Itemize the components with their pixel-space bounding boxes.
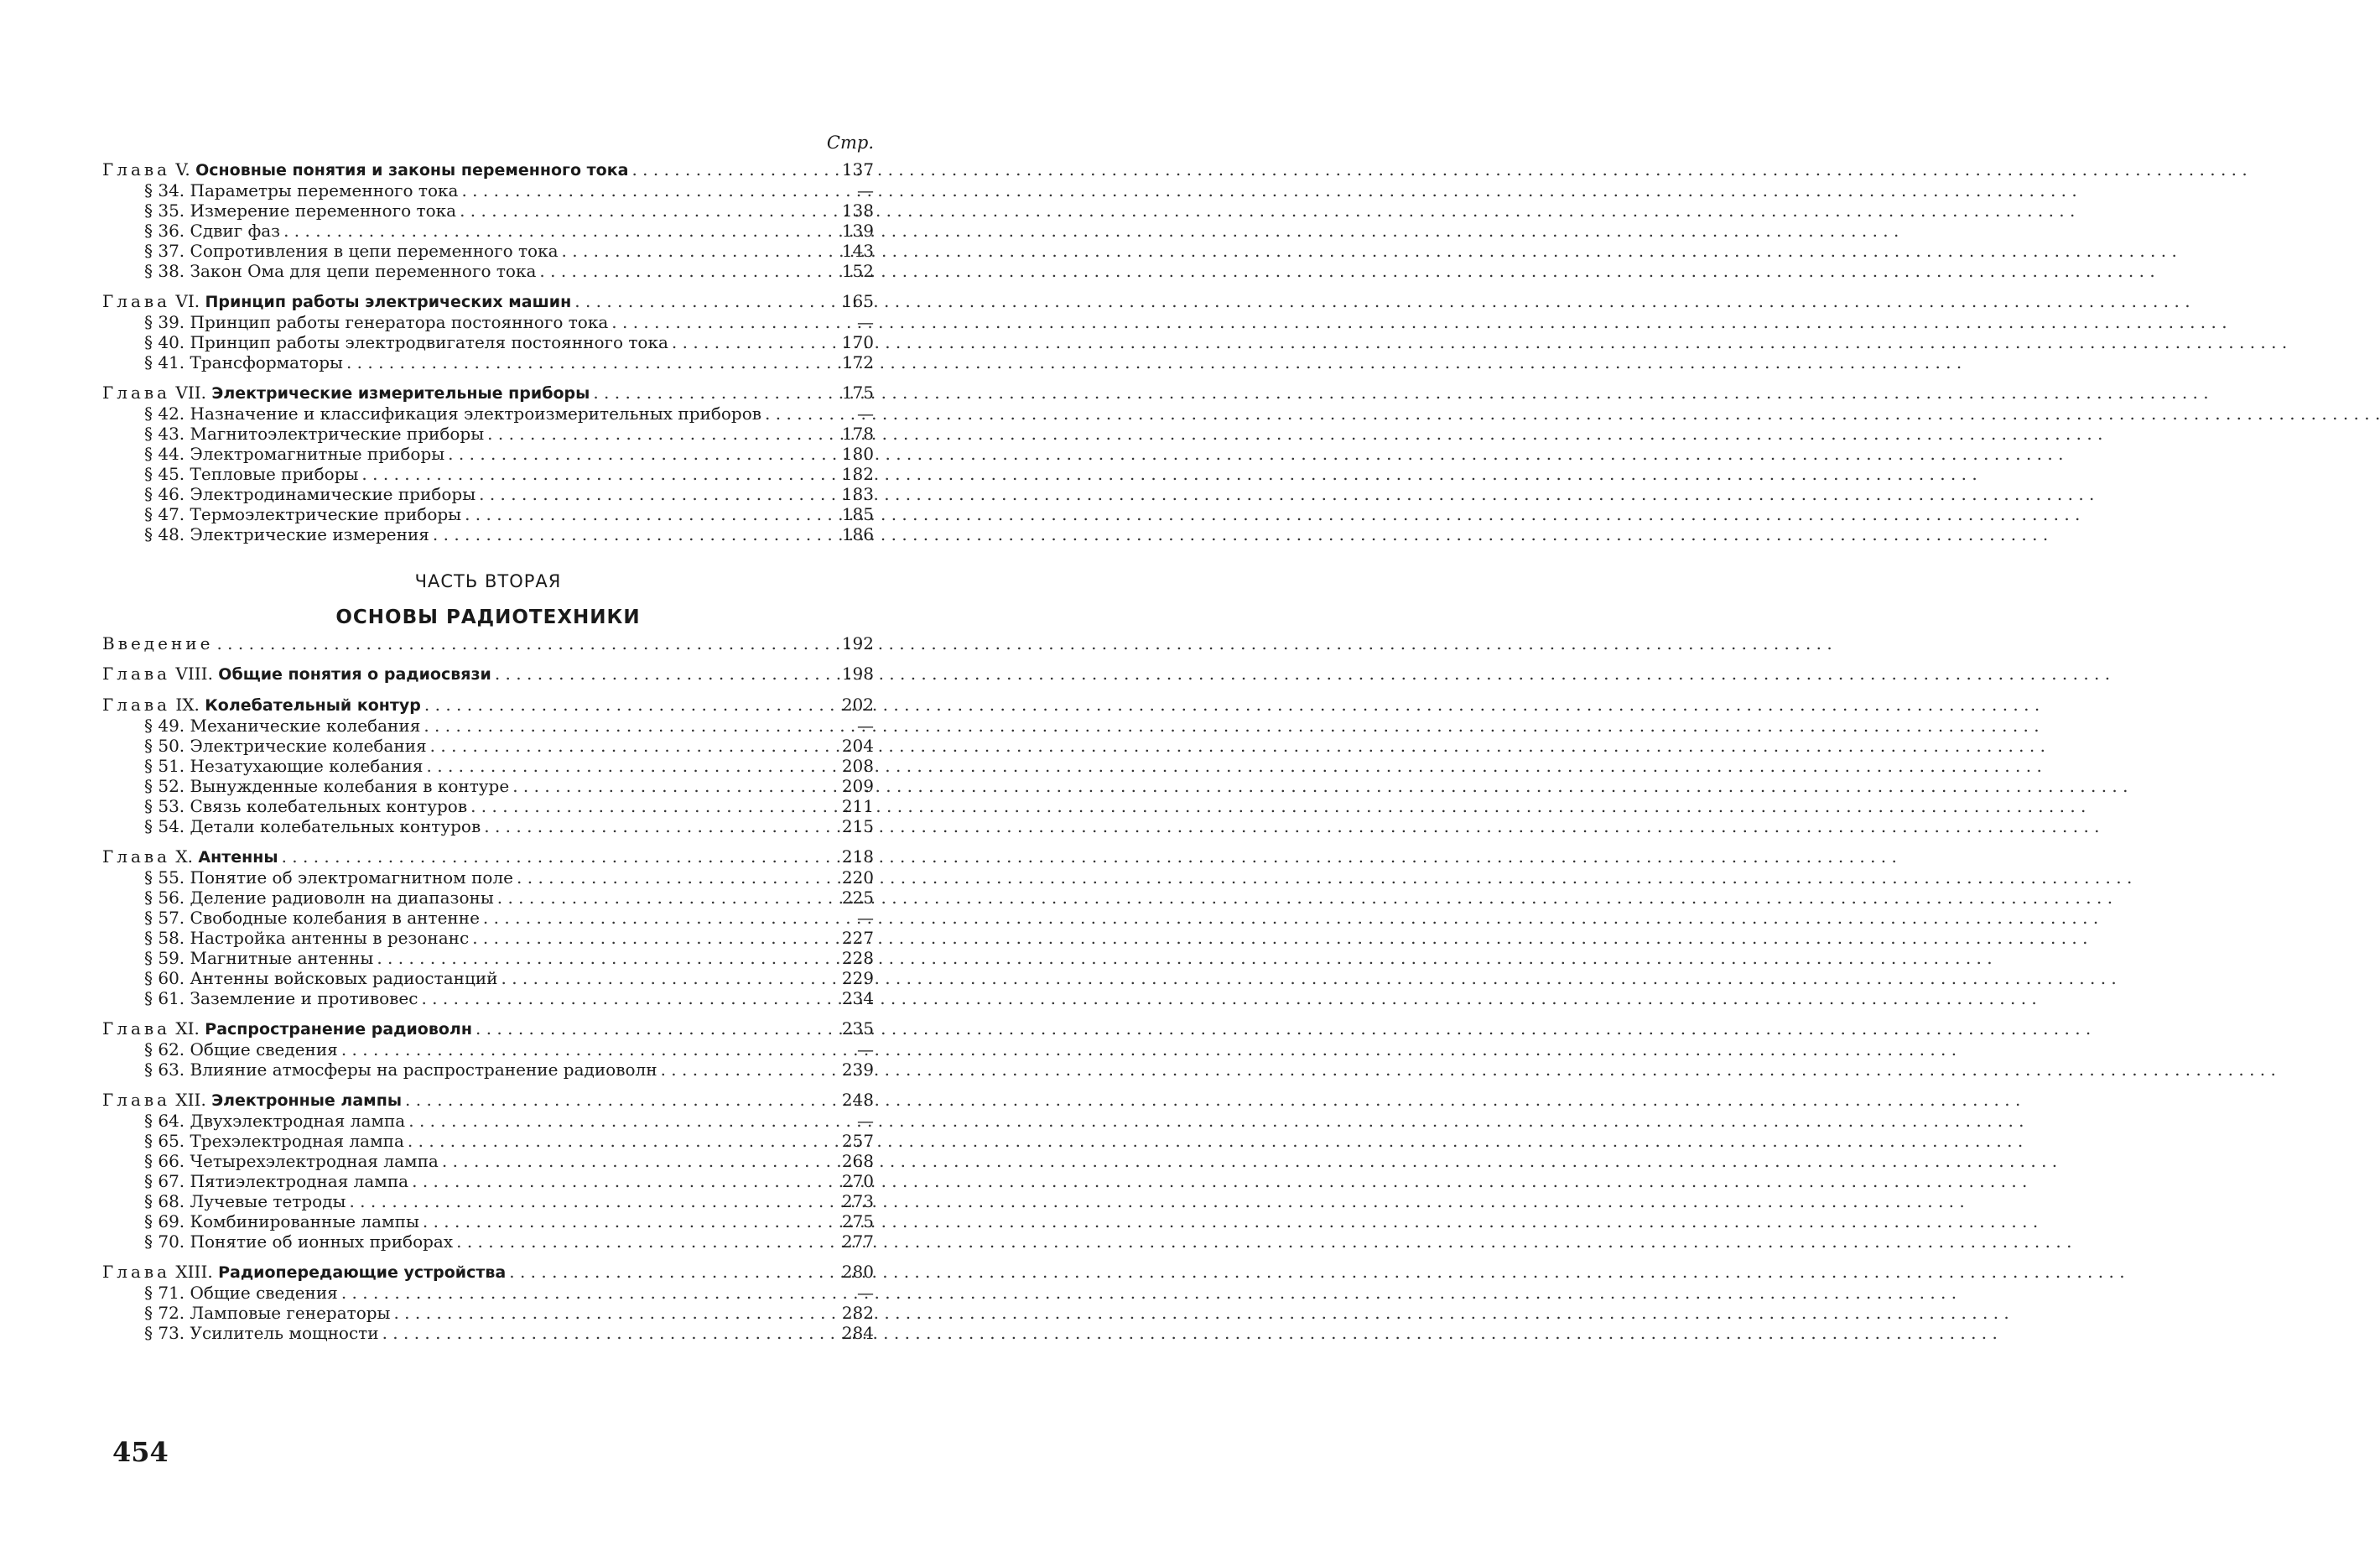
toc-page-ref: 165 [841, 291, 874, 311]
book-page [0, 0, 1006, 1541]
chapter-title: Распространение радиоволн [205, 1020, 472, 1039]
toc-entry-label [102, 291, 571, 312]
toc-page-ref: 277 [841, 1231, 874, 1252]
dot-leader [346, 1191, 824, 1211]
toc-page-ref: 180 [841, 444, 874, 464]
toc-section-row [102, 1303, 874, 1323]
toc-chapter-row [102, 159, 874, 180]
toc-section-row [102, 796, 874, 816]
toc-section-row [102, 1211, 874, 1231]
toc-entry-label [102, 1018, 472, 1039]
dot-leader [481, 816, 824, 836]
toc-section-row [102, 736, 874, 756]
toc-entry-label: § 72. Ламповые генераторы [144, 1303, 391, 1323]
dot-leader [408, 1171, 824, 1191]
toc-page-ref: — [857, 312, 874, 332]
part-two-heading: ЧАСТЬ ВТОРАЯ [414, 571, 562, 591]
toc-section-row [102, 867, 874, 888]
chapter-keyword: Глава [102, 846, 171, 867]
toc-page-ref: 270 [841, 1171, 874, 1191]
toc-page-ref: 225 [841, 888, 874, 908]
toc-page-ref: 211 [841, 796, 874, 816]
dot-leader [590, 383, 824, 403]
toc-page-ref: 202 [841, 695, 874, 715]
dot-leader [418, 988, 824, 1008]
dot-leader [494, 888, 824, 908]
toc-page-ref: 182 [841, 464, 874, 484]
toc-page-ref: 220 [841, 867, 874, 888]
toc-page-ref: 282 [841, 1303, 874, 1323]
dot-leader [559, 241, 824, 261]
toc-entry-label: § 56. Деление радиоволн на диапазоны [144, 888, 494, 908]
toc-page-ref: — [857, 1283, 874, 1303]
dot-leader [509, 776, 824, 796]
toc-chapter-row [102, 846, 874, 867]
dot-leader [628, 159, 824, 180]
toc-page-ref: 186 [841, 524, 874, 544]
toc-page-ref: 215 [841, 816, 874, 836]
dot-leader [358, 464, 824, 484]
toc-entry-label: § 61. Заземление и противовес [144, 988, 418, 1008]
toc-page-ref: 172 [841, 352, 874, 372]
dot-leader [484, 424, 824, 444]
chapter-keyword: Глава [102, 1018, 171, 1039]
dot-leader [456, 200, 824, 221]
toc-page-ref: 280 [841, 1262, 874, 1282]
toc-section-row [102, 968, 874, 988]
toc-entry-label: § 68. Лучевые тетроды [144, 1191, 346, 1211]
dot-leader [657, 1059, 824, 1080]
toc-page-ref: 248 [841, 1090, 874, 1110]
toc-page-ref: 273 [841, 1191, 874, 1211]
toc-page-ref: 175 [841, 383, 874, 403]
toc-section-row [102, 756, 874, 776]
toc-entry-label: § 60. Антенны войсковых радиостанций [144, 968, 498, 988]
toc-page-ref: 183 [841, 484, 874, 504]
toc-page-ref: 143 [841, 241, 874, 261]
toc-chapter-row [102, 1262, 874, 1283]
toc-section-row [102, 312, 874, 332]
toc-entry-label: § 57. Свободные колебания в антенне [144, 908, 480, 928]
toc-page-ref: 268 [841, 1151, 874, 1171]
toc-page-ref: 152 [841, 261, 874, 281]
dot-leader [480, 908, 824, 928]
toc-entry-label: § 47. Термоэлектрические приборы [144, 504, 462, 524]
toc-section-row [102, 1283, 874, 1303]
toc-chapter-row [102, 664, 874, 685]
toc-section-row [102, 948, 874, 968]
toc-section-row [102, 444, 874, 464]
toc-section-row [102, 816, 874, 836]
toc-page-ref: 137 [841, 159, 874, 180]
chapter-number: IX. [175, 695, 200, 715]
chapter-title: Основные понятия и законы переменного тока [195, 161, 629, 180]
toc-page-ref: — [857, 908, 874, 928]
toc-section-row [102, 1323, 874, 1343]
chapter-title: Принцип работы электрических машин [205, 293, 572, 311]
toc-entry-label: § 65. Трехэлектродная лампа [144, 1131, 404, 1151]
toc-entry-label [102, 1262, 506, 1283]
toc-section-row [102, 200, 874, 221]
toc-intro-row [102, 633, 874, 653]
toc-page-ref: 204 [841, 736, 874, 756]
toc-entry-label: § 39. Принцип работы генератора постоянного тока [144, 312, 609, 332]
toc-page-ref: 198 [841, 664, 874, 684]
toc-entry-label [102, 1090, 402, 1111]
dot-leader [429, 524, 824, 544]
toc-chapter-row [102, 695, 874, 716]
toc-entry-label: § 62. Общие сведения [144, 1039, 338, 1059]
chapter-number: VIII. [175, 664, 213, 684]
toc-page-ref: — [857, 180, 874, 200]
toc-entry-label [102, 159, 628, 180]
dot-leader [461, 504, 824, 524]
toc-entry-label [102, 383, 590, 403]
toc-entry-label: § 55. Понятие об электромагнитном поле [144, 867, 514, 888]
toc-page-ref: 284 [841, 1323, 874, 1343]
chapter-title: Антенны [198, 848, 278, 867]
toc-entry-label: § 52. Вынужденные колебания в контуре [144, 776, 510, 796]
dot-leader [379, 1323, 824, 1343]
chapter-title: Электронные лампы [211, 1091, 403, 1110]
toc-section-row [102, 221, 874, 241]
chapter-title: Общие понятия о радиосвязи [218, 665, 491, 684]
toc-entry-label: § 34. Параметры переменного тока [144, 180, 459, 200]
toc-entry-label: § 35. Измерение переменного тока [144, 200, 457, 221]
dot-leader [475, 484, 824, 504]
chapter-number: XI. [175, 1018, 200, 1039]
toc-page-ref: 227 [841, 928, 874, 948]
chapter-title: Колебательный контур [205, 696, 421, 715]
toc-entry-label: § 63. Влияние атмосферы на распространение радиоволн [144, 1059, 657, 1080]
toc-page-ref: — [857, 1111, 874, 1131]
toc-section-row [102, 261, 874, 281]
dot-leader [405, 1111, 824, 1131]
toc-page-ref: 257 [841, 1131, 874, 1151]
dot-leader [424, 756, 824, 776]
toc-page-ref: 185 [841, 504, 874, 524]
toc-section-row [102, 424, 874, 444]
toc-page-ref: 235 [841, 1018, 874, 1039]
toc-section-row [102, 180, 874, 200]
dot-leader [506, 1262, 824, 1282]
toc-entry-label: § 64. Двухэлектродная лампа [144, 1111, 406, 1131]
toc-section-row [102, 1131, 874, 1151]
toc-page-ref: 275 [841, 1211, 874, 1231]
chapter-number: X. [175, 846, 194, 867]
toc-section-row [102, 1111, 874, 1131]
toc-page-ref: 209 [841, 776, 874, 796]
toc-entry-label: § 46. Электродинамические приборы [144, 484, 476, 504]
toc-section-row [102, 504, 874, 524]
part-one-list [102, 159, 874, 544]
toc-page-ref: 218 [841, 846, 874, 867]
dot-leader [444, 444, 824, 464]
toc-section-row [102, 352, 874, 372]
toc-section-row [102, 1231, 874, 1252]
toc-entry-label: § 38. Закон Ома для цепи переменного тока [144, 261, 537, 281]
toc-entry-label: § 43. Магнитоэлектрические приборы [144, 424, 485, 444]
toc-entry-label: § 45. Тепловые приборы [144, 464, 359, 484]
toc-entry-label: § 66. Четырехэлектродная лампа [144, 1151, 439, 1171]
dot-leader [497, 968, 824, 988]
toc-page-ref: 170 [841, 332, 874, 352]
toc-entry-label: § 36. Сдвиг фаз [144, 221, 281, 241]
toc-entry-label: § 53. Связь колебательных контуров [144, 796, 468, 816]
toc-entry-label: § 37. Сопротивления в цепи переменного тока [144, 241, 559, 261]
dot-leader [421, 695, 824, 715]
toc-entry-label: § 51. Незатухающие колебания [144, 756, 424, 776]
toc-section-row [102, 1151, 874, 1171]
toc-chapter-row [102, 383, 874, 403]
toc-entry-label: § 41. Трансформаторы [144, 352, 343, 372]
toc-entry-label: § 44. Электромагнитные приборы [144, 444, 445, 464]
toc-entry-label [102, 846, 278, 867]
chapter-keyword: Глава [102, 383, 171, 403]
toc-section-row [102, 484, 874, 504]
toc-entry-label: § 73. Усилитель мощности [144, 1323, 379, 1343]
dot-leader [213, 633, 824, 653]
toc-entry-label: § 48. Электрические измерения [144, 524, 429, 544]
dot-leader [419, 1211, 824, 1231]
chapter-keyword: Глава [102, 664, 171, 684]
toc-section-row [102, 908, 874, 928]
toc-page-ref: 239 [841, 1059, 874, 1080]
dot-leader [467, 796, 824, 816]
dot-leader [343, 352, 824, 372]
toc-section-row [102, 524, 874, 544]
page-column-header: Стр. [826, 133, 874, 153]
dot-leader [439, 1151, 824, 1171]
dot-leader [469, 928, 824, 948]
chapter-number: VI. [175, 291, 200, 311]
chapter-title: Радиопередающие устройства [218, 1263, 507, 1282]
toc-section-row [102, 888, 874, 908]
toc-section-row [102, 776, 874, 796]
chapter-title: Электрические измерительные приборы [211, 384, 590, 403]
toc-entry-label [102, 633, 213, 653]
toc-section-row [102, 464, 874, 484]
dot-leader [571, 291, 824, 311]
toc-entry-label: § 49. Механические колебания [144, 716, 421, 736]
toc-section-row [102, 1171, 874, 1191]
toc-page-ref: 229 [841, 968, 874, 988]
toc-section-row [102, 403, 874, 424]
toc-entry-label: § 54. Детали колебательных контуров [144, 816, 481, 836]
toc-entry-label: § 50. Электрические колебания [144, 736, 427, 756]
dot-leader [608, 312, 824, 332]
dot-leader [278, 846, 824, 867]
toc-entry-label [102, 664, 491, 685]
toc-entry-label: § 67. Пятиэлектродная лампа [144, 1171, 409, 1191]
toc-chapter-row [102, 1090, 874, 1111]
dot-leader [420, 716, 824, 736]
dot-leader [668, 332, 824, 352]
toc-entry-label: § 69. Комбинированные лампы [144, 1211, 419, 1231]
toc-page-ref: 139 [841, 221, 874, 241]
toc-page-ref: 234 [841, 988, 874, 1008]
chapter-number: V. [175, 159, 190, 180]
chapter-number: VII. [175, 383, 207, 403]
dot-leader [472, 1018, 824, 1039]
dot-leader [338, 1039, 824, 1059]
chapter-keyword: Глава [102, 1090, 171, 1110]
dot-leader [458, 180, 824, 200]
dot-leader [280, 221, 824, 241]
dot-leader [338, 1283, 824, 1303]
toc-page-ref: 192 [841, 633, 874, 653]
toc-entry-label [102, 695, 421, 716]
chapter-keyword: Глава [102, 695, 171, 715]
chapter-keyword: Глава [102, 159, 171, 180]
dot-leader [427, 736, 824, 756]
toc-section-row [102, 1039, 874, 1059]
table-of-contents [102, 133, 874, 1343]
toc-page-ref: 208 [841, 756, 874, 776]
toc-chapter-row [102, 1018, 874, 1039]
chapter-keyword: Глава [102, 291, 171, 311]
dot-leader [373, 948, 824, 968]
toc-section-row [102, 716, 874, 736]
dot-leader [491, 664, 824, 684]
intro-label: Введение [102, 633, 214, 653]
page-number: 454 [112, 1436, 169, 1468]
toc-entry-label: § 59. Магнитные антенны [144, 948, 374, 968]
dot-leader [536, 261, 824, 281]
toc-section-row [102, 928, 874, 948]
chapter-number: XIII. [175, 1262, 213, 1282]
toc-section-row [102, 1059, 874, 1080]
toc-entry-label: § 58. Настройка антенны в резонанс [144, 928, 470, 948]
chapter-number: XII. [175, 1090, 206, 1110]
toc-page-ref: — [857, 1039, 874, 1059]
toc-page-ref: — [857, 403, 874, 424]
toc-section-row [102, 332, 874, 352]
dot-leader [390, 1303, 824, 1323]
toc-entry-label: § 71. Общие сведения [144, 1283, 338, 1303]
toc-entry-label: § 40. Принцип работы электродвигателя постоянного тока [144, 332, 668, 352]
dot-leader [402, 1090, 824, 1110]
toc-section-row [102, 1191, 874, 1211]
dot-leader [404, 1131, 824, 1151]
toc-page-ref: 228 [841, 948, 874, 968]
dot-leader [453, 1231, 824, 1252]
part-two-list [102, 633, 874, 1343]
dot-leader [513, 867, 824, 888]
toc-section-row [102, 988, 874, 1008]
chapter-keyword: Глава [102, 1262, 171, 1282]
toc-section-row [102, 241, 874, 261]
part-two-title: ОСНОВЫ РАДИОТЕХНИКИ [335, 607, 641, 628]
toc-chapter-row [102, 291, 874, 312]
toc-page-ref: — [857, 716, 874, 736]
toc-entry-label: § 42. Назначение и классификация электроизмерительных приборов [144, 403, 762, 424]
dot-leader [761, 403, 824, 424]
toc-page-ref: 138 [841, 200, 874, 221]
toc-page-ref: 178 [841, 424, 874, 444]
toc-entry-label: § 70. Понятие об ионных приборах [144, 1231, 454, 1252]
